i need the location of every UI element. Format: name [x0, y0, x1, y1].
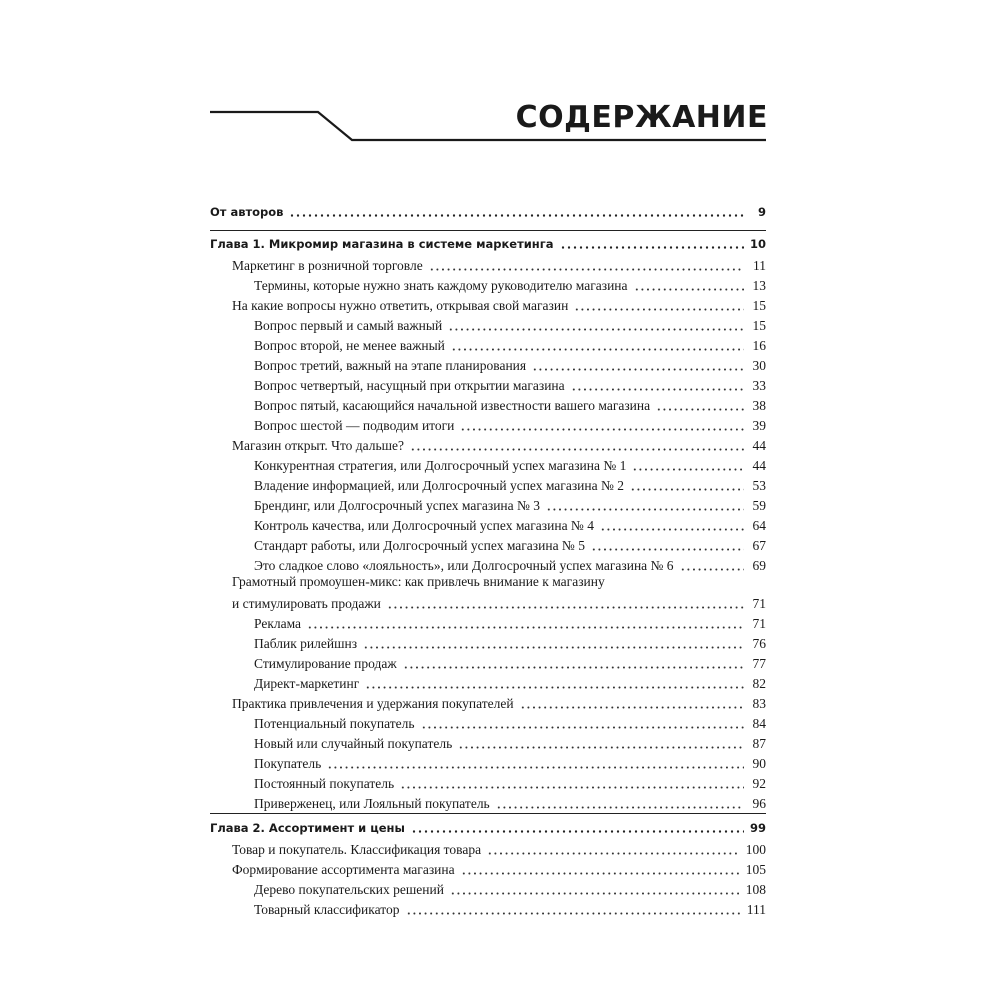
toc-entry: Термины, которые нужно знать каждому руководителю магазина 13 — [254, 278, 766, 293]
toc-entry: Потенциальный покупатель 84 — [254, 716, 766, 731]
toc-entry: От авторов 9 — [210, 205, 766, 219]
toc-entry: Товар и покупатель. Классификация товара 100 — [232, 842, 766, 857]
toc-entry: Контроль качества, или Долгосрочный успех магазина № 4 64 — [254, 518, 766, 533]
toc-entry: Это сладкое слово «лояльность», или Долгосрочный успех магазина № 6 69 — [254, 558, 766, 573]
toc-entry: Формирование ассортимента магазина 105 — [232, 862, 766, 877]
toc-entry: Магазин открыт. Что дальше? 44 — [232, 438, 766, 453]
toc-entry: Стимулирование продаж 77 — [254, 656, 766, 671]
toc-entry-first-line: Грамотный промоушен-микс: как привлечь внимание к магазину — [232, 574, 605, 589]
toc-entry: Вопрос третий, важный на этапе планирования 30 — [254, 358, 766, 373]
toc-entry: Вопрос пятый, касающийся начальной известности вашего магазина 38 — [254, 398, 766, 413]
toc-entry: Постоянный покупатель 92 — [254, 776, 766, 791]
toc-entry: и стимулировать продажи 71 — [232, 596, 766, 611]
toc-entry: Конкурентная стратегия, или Долгосрочный успех магазина № 1 44 — [254, 458, 766, 473]
toc-entry: Глава 2. Ассортимент и цены 99 — [210, 821, 766, 835]
toc-entry: Владение информацией, или Долгосрочный успех магазина № 2 53 — [254, 478, 766, 493]
toc-entry: Вопрос шестой — подводим итоги 39 — [254, 418, 766, 433]
chapter-separator — [210, 230, 766, 231]
page-title: СОДЕРЖАНИЕ — [515, 100, 768, 135]
toc-entry: Вопрос четвертый, насущный при открытии магазина 33 — [254, 378, 766, 393]
toc-entry: Маркетинг в розничной торговле 11 — [232, 258, 766, 273]
toc-entry: Покупатель 90 — [254, 756, 766, 771]
toc-entry: Дерево покупательских решений 108 — [254, 882, 766, 897]
toc-entry: Практика привлечения и удержания покупателей 83 — [232, 696, 766, 711]
toc-entry: Вопрос первый и самый важный 15 — [254, 318, 766, 333]
toc-entry: Глава 1. Микромир магазина в системе маркетинга 10 — [210, 237, 766, 251]
toc-entry: Паблик рилейшнз 76 — [254, 636, 766, 651]
toc-entry: Реклама 71 — [254, 616, 766, 631]
chapter-separator — [210, 813, 766, 814]
toc-entry: Директ-маркетинг 82 — [254, 676, 766, 691]
toc-entry: Вопрос второй, не менее важный 16 — [254, 338, 766, 353]
toc-entry: Брендинг, или Долгосрочный успех магазина № 3 59 — [254, 498, 766, 513]
toc-entry: Стандарт работы, или Долгосрочный успех магазина № 5 67 — [254, 538, 766, 553]
toc-entry: Новый или случайный покупатель 87 — [254, 736, 766, 751]
toc-entry: Приверженец, или Лояльный покупатель 96 — [254, 796, 766, 811]
toc-entry: Товарный классификатор 111 — [254, 902, 766, 917]
toc-entry: На какие вопросы нужно ответить, открывая свой магазин 15 — [232, 298, 766, 313]
